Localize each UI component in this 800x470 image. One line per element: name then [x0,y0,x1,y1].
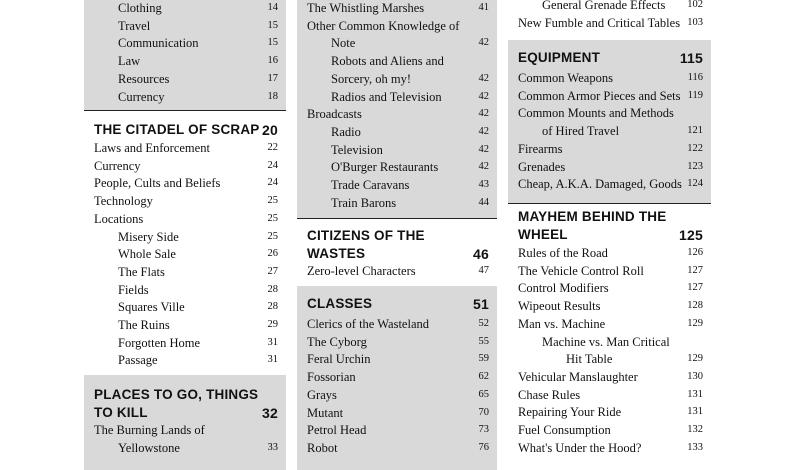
entry-title: Grenades [518,159,566,174]
entry-title: Radios and Television [331,89,442,104]
toc-subentry[interactable] [84,439,286,457]
toc-subentry[interactable] [84,316,286,334]
toc-subentry[interactable] [508,0,711,14]
entry-title: Forgotten Home [118,335,201,350]
entry-title: Mutant [307,405,344,420]
toc-subentry[interactable] [84,52,286,70]
toc-section [84,375,286,470]
toc-entry[interactable] [297,439,497,457]
entry-title: What's Under the Hood? [518,440,642,455]
entry-page-number: 132 [687,424,703,435]
entry-title: Currency [94,158,141,173]
toc-section [84,110,286,375]
entry-title: Misery Side [118,229,179,244]
toc-subentry[interactable] [84,245,286,263]
entry-page-number: 25 [267,230,278,242]
toc-entry[interactable] [508,315,711,333]
entry-title: Broadcasts [307,107,362,122]
toc-subentry[interactable] [84,298,286,316]
toc-entry[interactable] [508,421,711,439]
entry-title: O'Burger Restaurants [331,160,439,175]
entry-title: Travel [118,18,151,33]
entry-title: Grays [307,387,337,402]
entry-page-number: 18 [267,90,278,102]
entry-title: Man vs. Machine [518,316,606,331]
toc-entry[interactable] [297,262,497,280]
entry-page-number: 28 [267,301,278,313]
entry-title: Repairing Your Ride [518,405,622,420]
entry-page-number: 25 [267,212,278,224]
entry-page-number: 130 [687,370,703,382]
toc-section-continued [297,0,497,218]
entry-title: Fossorian [307,370,356,385]
entry-title: Radio [331,124,361,139]
entry-page-number: 44 [478,196,489,208]
toc-entry[interactable] [297,350,497,368]
section-heading-line: TO KILL [94,405,148,420]
toc-subentry[interactable] [297,52,497,70]
entry-page-number: 121 [687,125,703,137]
entry-title: Wipeout Results [518,299,601,314]
toc-entry[interactable] [508,175,711,193]
toc-subentry[interactable] [508,350,711,368]
entry-page-number: 31 [267,336,278,348]
entry-page-number: 42 [478,108,489,120]
toc-section [297,286,497,470]
toc-entry[interactable] [508,439,711,457]
entry-title: The Cyborg [307,334,367,349]
toc-subentry[interactable] [84,88,286,106]
entry-title: Communication [118,36,199,51]
section-divider [84,110,286,111]
section-heading-line: MAYHEM BEHIND THE [518,209,667,224]
entry-title: Firearms [518,141,563,156]
toc-subentry[interactable] [297,88,497,106]
entry-title: Fields [118,282,149,297]
entry-page-number: 55 [478,335,489,347]
entry-title: Other Common Knowledge of [307,18,460,33]
toc-subentry[interactable] [297,158,497,176]
toc-subentry[interactable] [508,122,711,140]
entry-page-number: 43 [478,179,489,190]
section-heading [307,227,489,263]
toc-subentry[interactable] [84,334,286,352]
entry-page-number: 124 [687,178,703,190]
toc-entry[interactable] [508,104,711,122]
entry-page-number: 70 [478,406,489,418]
toc-subentry[interactable] [84,70,286,88]
entry-page-number: 76 [478,441,489,453]
toc-entry[interactable] [508,368,711,386]
toc-subentry[interactable] [84,263,286,281]
entry-title: People, Cults and Beliefs [94,176,221,191]
toc-column-1 [84,0,286,455]
toc-entry[interactable] [297,315,497,333]
entry-page-number: 127 [687,264,703,276]
toc-subentry[interactable] [297,123,497,141]
entry-page-number: 129 [687,317,703,329]
section-page-number: 125 [679,227,703,243]
toc-subentry[interactable] [84,0,286,17]
entry-title: Control Modifiers [518,281,609,296]
entry-page-number: 31 [267,354,278,366]
entry-page-number: 41 [478,2,489,13]
toc-section-continued [508,0,711,40]
entry-page-number: 65 [478,388,489,400]
entry-page-number: 28 [267,283,278,295]
entry-page-number: 17 [267,72,278,84]
entry-title: Clerics of the Wasteland [307,317,429,331]
entry-page-number: 127 [687,282,703,294]
entry-page-number: 16 [267,55,278,67]
toc-subentry[interactable] [84,17,286,35]
toc-subentry[interactable] [297,70,497,88]
entry-title: Common Armor Pieces and Sets [518,88,681,103]
entry-page-number: 42 [478,125,489,137]
toc-column-2 [297,0,497,455]
entry-title: New Fumble and Critical Tables [518,15,681,30]
toc-entry[interactable] [84,421,286,439]
toc-entry[interactable] [508,14,711,32]
entry-page-number: 59 [478,353,489,365]
section-heading [307,295,489,313]
entry-title: Squares Ville [118,300,185,315]
section-page-number: 46 [473,246,489,262]
entry-title: Robots and Aliens and [331,54,444,69]
entry-page-number: 62 [478,371,489,383]
toc-entry[interactable] [84,157,286,175]
entry-page-number: 122 [687,142,703,154]
section-page-number: 115 [679,50,703,66]
entry-page-number: 15 [267,37,278,49]
entry-page-number: 24 [267,177,278,189]
entry-page-number: 128 [687,300,703,312]
entry-page-number: 129 [687,353,703,365]
entry-title: Currency [118,89,165,104]
entry-page-number: 131 [687,388,703,400]
entry-page-number: 126 [687,247,703,258]
entry-page-number: 52 [478,318,489,329]
entry-title: Common Weapons [518,71,613,85]
toc-entry[interactable] [508,297,711,315]
toc-entry[interactable] [508,158,711,176]
toc-entry[interactable] [297,386,497,404]
entry-page-number: 73 [478,424,489,436]
toc-entry[interactable] [508,69,711,87]
entry-title: Rules of the Road [518,246,608,260]
entry-title: Yellowstone [118,440,180,455]
entry-title: Sorcery, oh my! [331,71,412,86]
toc-subentry[interactable] [84,34,286,52]
toc-column-3 [508,0,711,455]
entry-page-number: 42 [478,143,489,155]
toc-entry[interactable] [297,368,497,386]
entry-page-number: 42 [478,37,489,49]
entry-page-number: 42 [478,90,489,102]
entry-page-number: 15 [267,19,278,31]
entry-title: Feral Urchin [307,352,371,367]
section-heading [94,386,278,422]
entry-title: Law [118,54,141,69]
entry-page-number: 116 [687,72,703,83]
entry-page-number: 29 [267,319,278,330]
entry-title: Common Mounts and Methods [518,106,674,121]
entry-page-number: 42 [478,161,489,173]
toc-subentry[interactable] [84,351,286,369]
entry-title: Train Barons [331,195,397,210]
section-page-number: 51 [473,296,489,312]
entry-page-number: 119 [687,89,703,101]
toc-entry[interactable] [84,139,286,157]
entry-title: Laws and Enforcement [94,141,210,155]
entry-title: Technology [94,194,153,209]
toc-entry[interactable] [508,279,711,297]
section-heading [518,208,703,244]
entry-title: General Grenade Effects [542,0,666,12]
toc-subentry[interactable] [84,281,286,299]
entry-title: Resources [118,71,170,86]
toc-entry[interactable] [297,333,497,351]
entry-title: Robot [307,440,338,455]
toc-subentry[interactable] [297,176,497,194]
entry-page-number: 22 [267,142,278,153]
entry-title: Petrol Head [307,423,367,438]
entry-title: Cheap, A.K.A. Damaged, Goods [518,177,682,192]
toc-section [508,203,711,470]
entry-title: Machine vs. Man Critical [542,334,670,349]
section-page-number: 32 [262,405,278,421]
toc-entry[interactable] [84,210,286,228]
entry-title: The Ruins [118,318,170,332]
entry-title: The Burning Lands of [94,423,205,437]
entry-page-number: 47 [478,265,489,276]
section-divider [297,218,497,219]
section-heading-line: CITIZENS OF THE [307,228,425,243]
section-page-number: 20 [262,122,278,138]
entry-page-number: 25 [267,195,278,207]
entry-title: Clothing [118,1,162,15]
entry-page-number: 24 [267,159,278,171]
toc-section [508,40,711,203]
toc-section-continued [84,0,286,110]
entry-title: Chase Rules [518,387,581,402]
toc-subentry[interactable] [508,333,711,351]
toc-entry[interactable] [84,192,286,210]
entry-page-number: 133 [687,441,703,453]
entry-page-number: 33 [267,441,278,453]
toc-entry[interactable] [297,105,497,123]
toc-entry[interactable] [508,244,711,262]
entry-title: Whole Sale [118,247,176,262]
toc-section [297,218,497,286]
entry-title: Locations [94,211,144,226]
entry-title: Zero-level Characters [307,264,416,278]
toc-entry[interactable] [508,262,711,280]
toc-subentry[interactable] [297,34,497,52]
section-heading-line: WHEEL [518,227,568,242]
toc-subentry[interactable] [297,141,497,159]
entry-title: The Whistling Marshes [307,1,425,15]
toc-subentry[interactable] [297,194,497,212]
toc-entry[interactable] [508,403,711,421]
entry-page-number: 103 [687,16,703,28]
entry-title: Passage [118,353,158,368]
entry-page-number: 42 [478,72,489,84]
toc-entry[interactable] [508,386,711,404]
entry-title: of Hired Travel [542,124,620,139]
section-divider [508,203,711,204]
entry-title: The Flats [118,264,165,279]
entry-title: Vehicular Manslaughter [518,369,638,384]
entry-title: Note [331,36,356,51]
section-heading-line: THE CITADEL OF SCRAP [94,122,260,137]
section-heading-line: WASTES [307,246,366,261]
toc-entry[interactable] [508,87,711,105]
section-heading-line: PLACES TO GO, THINGS [94,387,259,402]
entry-title: Television [331,142,383,157]
toc-subentry[interactable] [84,228,286,246]
section-heading-line: EQUIPMENT [518,50,601,65]
entry-page-number: 14 [267,2,278,13]
toc-entry[interactable] [297,17,497,35]
entry-title: The Vehicle Control Roll [518,263,644,278]
toc-entry[interactable] [508,140,711,158]
entry-page-number: 27 [267,265,278,277]
entry-page-number: 123 [687,160,703,172]
section-heading [94,121,278,139]
toc-entry[interactable] [84,174,286,192]
toc-entry[interactable] [297,0,497,17]
entry-page-number: 131 [687,406,703,418]
entry-title: Trade Caravans [331,178,410,192]
section-heading [518,49,703,67]
entry-page-number: 102 [687,0,703,10]
entry-title: Hit Table [566,352,613,367]
entry-title: Fuel Consumption [518,423,611,437]
toc-entry[interactable] [297,421,497,439]
section-heading-line: CLASSES [307,296,373,311]
entry-page-number: 26 [267,248,278,260]
toc-entry[interactable] [297,404,497,422]
